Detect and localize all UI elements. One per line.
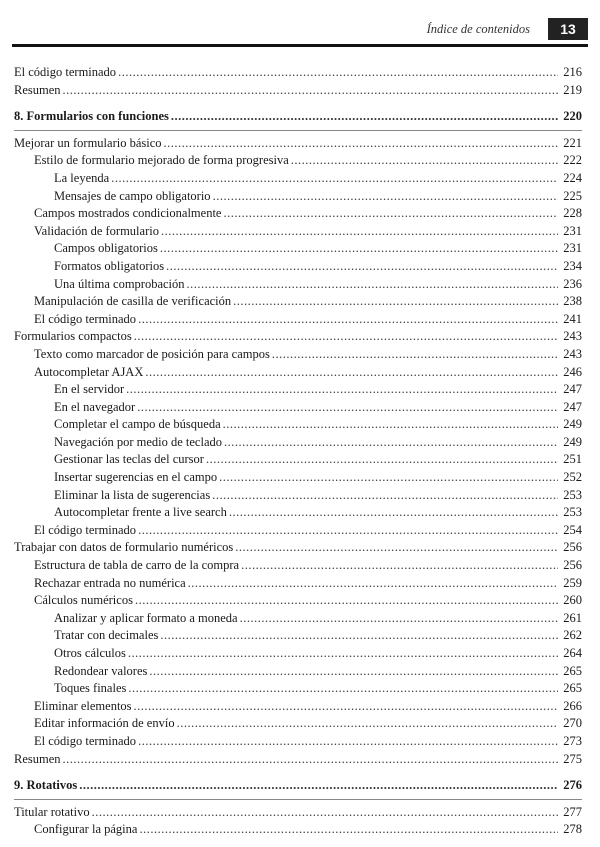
toc-entry-page: 265 [563, 663, 582, 678]
toc-dot-leader [149, 663, 558, 681]
toc-entry [14, 627, 582, 645]
toc-entry-label: 8. Formularios con funciones [14, 109, 169, 124]
toc-dot-leader [134, 328, 558, 346]
toc-entry-page: 220 [563, 109, 582, 124]
toc-entry-label: Configurar la página [34, 822, 138, 837]
toc-entry-label: Toques finales [54, 681, 127, 696]
toc-entry [14, 680, 582, 698]
toc-entry [14, 663, 582, 681]
toc-entry-label: Autocompletar frente a live search [54, 505, 227, 520]
toc-dot-leader [212, 487, 558, 505]
toc-entry-page: 243 [563, 329, 582, 344]
toc-dot-leader [233, 293, 558, 311]
toc-entry-page: 246 [563, 364, 582, 379]
toc-entry-label: Resumen [14, 751, 61, 766]
toc-dot-leader [126, 381, 558, 399]
toc-dot-leader [177, 715, 558, 733]
toc-dot-leader [160, 627, 558, 645]
toc-dot-leader [92, 804, 558, 822]
toc-dot-leader [138, 311, 558, 329]
toc-entry [14, 82, 582, 100]
toc-entry-label: Cálculos numéricos [34, 593, 133, 608]
toc-entry-label: Texto como marcador de posición para campos [34, 346, 270, 361]
toc-entry [14, 64, 582, 82]
toc-entry [14, 205, 582, 223]
toc-dot-leader [63, 751, 558, 769]
toc-entry-page: 236 [563, 276, 582, 291]
toc-entry-page: 264 [563, 646, 582, 660]
toc-entry-page: 277 [563, 804, 582, 819]
toc-entry [14, 434, 582, 452]
toc-entry-label: Otros cálculos [54, 646, 126, 660]
toc-entry [14, 522, 582, 540]
toc-entry-page: 249 [563, 417, 582, 432]
toc-entry-page: 247 [563, 399, 582, 414]
toc-entry-label: Formularios compactos [14, 329, 132, 344]
toc-entry-page: 241 [563, 311, 582, 326]
toc-entry-label: Campos mostrados condicionalmente [34, 206, 222, 221]
toc-entry [14, 804, 582, 822]
toc-entry [14, 135, 582, 153]
toc-entry-label: Mejorar un formulario básico [14, 135, 162, 150]
toc-entry-label: Redondear valores [54, 663, 148, 678]
page-number-badge: 13 [548, 18, 588, 40]
toc-entry [14, 821, 582, 839]
toc-entry [14, 240, 582, 258]
toc-entry [14, 469, 582, 487]
toc-entry-page: 262 [563, 628, 582, 643]
toc-entry-page: 249 [563, 434, 582, 449]
toc-dot-leader [137, 399, 558, 417]
toc-dot-leader [188, 575, 558, 593]
toc-dot-leader [134, 698, 558, 716]
toc-dot-leader [139, 821, 558, 839]
toc-dot-leader [223, 416, 558, 434]
toc-entry [14, 276, 582, 294]
toc-dot-leader [160, 240, 558, 258]
toc-dot-leader [206, 451, 558, 469]
toc-entry-label: En el servidor [54, 382, 125, 397]
toc-dot-leader [161, 223, 558, 241]
toc-dot-leader [166, 258, 558, 276]
toc-entry-label: Resumen [14, 82, 61, 97]
toc-entry-page: 251 [563, 452, 582, 467]
toc-entry-page: 222 [563, 153, 582, 168]
toc-entry-label: Editar información de envío [34, 716, 175, 731]
toc-dot-leader [118, 64, 558, 82]
toc-entry-label: Mensajes de campo obligatorio [54, 188, 211, 203]
toc-entry [14, 328, 582, 346]
toc-entry-page: 278 [563, 822, 582, 837]
toc-dot-leader [135, 592, 558, 610]
toc-entry-label: En el navegador [54, 399, 136, 414]
toc-entry [14, 293, 582, 311]
toc-entry [14, 733, 582, 751]
toc-section-previous-chapter-tail [14, 64, 582, 99]
toc-dot-leader [241, 557, 558, 575]
toc-entry [14, 311, 582, 329]
toc-entry [14, 504, 582, 522]
toc-section-chapter-8 [14, 135, 582, 768]
toc-entry-page: 253 [563, 487, 582, 502]
toc-entry-page: 256 [563, 558, 582, 573]
toc-entry-label: Manipulación de casilla de verificación [34, 294, 232, 309]
toc-dot-leader [171, 108, 558, 126]
toc-entry-page: 228 [563, 206, 582, 221]
toc-dot-leader [272, 346, 558, 364]
toc-entry [14, 487, 582, 505]
toc-entry-page: 275 [563, 751, 582, 766]
toc-dot-leader [145, 364, 558, 382]
toc-entry-page: 231 [563, 223, 582, 238]
toc-entry-page: 221 [563, 135, 582, 150]
toc-entry-label: Estructura de tabla de carro de la compra [34, 558, 240, 573]
toc-entry-label: Completar el campo de búsqueda [54, 417, 221, 432]
toc-entry-label: Tratar con decimales [54, 628, 159, 643]
toc-entry-label: Estilo de formulario mejorado de forma progresiva [34, 153, 289, 168]
toc-entry-page: 225 [563, 188, 582, 203]
toc-entry-page: 259 [563, 575, 582, 590]
toc-dot-leader [111, 170, 558, 188]
toc-entry-label: Campos obligatorios [54, 241, 158, 256]
toc-entry [14, 188, 582, 206]
toc-entry-page: 276 [563, 778, 582, 793]
toc-section-chapter-9 [14, 804, 582, 839]
toc-entry-page: 256 [563, 540, 582, 555]
running-header [12, 18, 588, 47]
chapter-divider [14, 130, 582, 131]
toc-entry-page: 254 [563, 522, 582, 537]
toc-entry-page: 216 [563, 65, 582, 79]
toc-entry [14, 451, 582, 469]
toc-entry [14, 645, 582, 663]
toc-entry-page: 231 [563, 241, 582, 256]
toc-entry-page: 261 [563, 610, 582, 625]
toc-dot-leader [79, 777, 558, 795]
toc-entry-label: Eliminar la lista de sugerencias [54, 487, 211, 502]
toc-dot-leader [128, 680, 558, 698]
toc-entry-label: Autocompletar AJAX [34, 364, 144, 379]
toc-entry-page: 265 [563, 681, 582, 696]
toc-entry [14, 399, 582, 417]
toc-entry [14, 364, 582, 382]
toc-entry [14, 751, 582, 769]
toc-entry [14, 152, 582, 170]
toc-dot-leader [235, 539, 558, 557]
toc-entry [14, 381, 582, 399]
toc-entry [14, 170, 582, 188]
toc-entry-page: 253 [563, 505, 582, 520]
toc-dot-leader [63, 82, 558, 100]
toc-entry [14, 575, 582, 593]
toc-entry-label: Gestionar las teclas del cursor [54, 452, 204, 467]
toc-entry-label: El código terminado [14, 65, 117, 79]
toc-dot-leader [213, 188, 558, 206]
toc-entry [14, 698, 582, 716]
toc-chapter-heading [14, 777, 582, 795]
toc-dot-leader [219, 469, 558, 487]
toc-entry-page: 252 [563, 470, 582, 485]
toc-entry-page: 266 [563, 698, 582, 713]
toc-dot-leader [291, 152, 558, 170]
toc-entry [14, 557, 582, 575]
toc-entry-label: El código terminado [34, 733, 137, 748]
toc-entry-page: 273 [563, 733, 582, 748]
toc-entry-label: Una última comprobación [54, 276, 185, 291]
toc-entry [14, 416, 582, 434]
toc-entry-label: Formatos obligatorios [54, 258, 165, 273]
toc-entry-label: Analizar y aplicar formato a moneda [54, 610, 238, 625]
toc-entry-label: Navegación por medio de teclado [54, 434, 222, 449]
toc-dot-leader [240, 610, 558, 628]
toc-entry [14, 715, 582, 733]
toc-entry-page: 270 [563, 716, 582, 731]
toc-entry [14, 610, 582, 628]
toc-entry-page: 224 [563, 170, 582, 185]
toc-dot-leader [187, 276, 558, 294]
toc-entry-label: Validación de formulario [34, 223, 159, 238]
toc-entry [14, 258, 582, 276]
toc-entry-label: Titular rotativo [14, 804, 90, 819]
toc-dot-leader [138, 733, 558, 751]
toc-dot-leader [164, 135, 558, 153]
toc-dot-leader [138, 522, 558, 540]
toc-chapter-heading [14, 108, 582, 126]
toc-entry-label: Trabajar con datos de formulario numéricos [14, 540, 234, 555]
toc-entry-label: La leyenda [54, 170, 110, 185]
chapter-divider [14, 799, 582, 800]
toc-entry-page: 234 [563, 258, 582, 273]
toc-entry [14, 539, 582, 557]
toc-entry-page: 247 [563, 382, 582, 397]
toc-entry [14, 223, 582, 241]
toc-entry [14, 346, 582, 364]
running-header-title: Índice de contenidos [426, 22, 530, 36]
toc-entry-page: 219 [563, 82, 582, 97]
toc-entry-label: El código terminado [34, 522, 137, 537]
toc-dot-leader [128, 645, 558, 663]
toc-entry-page: 238 [563, 294, 582, 309]
toc-entry [14, 592, 582, 610]
toc-entry-label: Eliminar elementos [34, 698, 132, 713]
toc-entry-page: 260 [563, 593, 582, 608]
toc-dot-leader [223, 205, 558, 223]
toc-dot-leader [229, 504, 558, 522]
toc-dot-leader [224, 434, 558, 452]
toc-entry-page: 243 [563, 346, 582, 361]
toc-entry-label: El código terminado [34, 311, 137, 326]
toc-entry-label: Insertar sugerencias en el campo [54, 470, 218, 485]
toc-entry-label: 9. Rotativos [14, 778, 78, 793]
toc-entry-label: Rechazar entrada no numérica [34, 575, 186, 590]
table-of-contents [14, 64, 582, 839]
